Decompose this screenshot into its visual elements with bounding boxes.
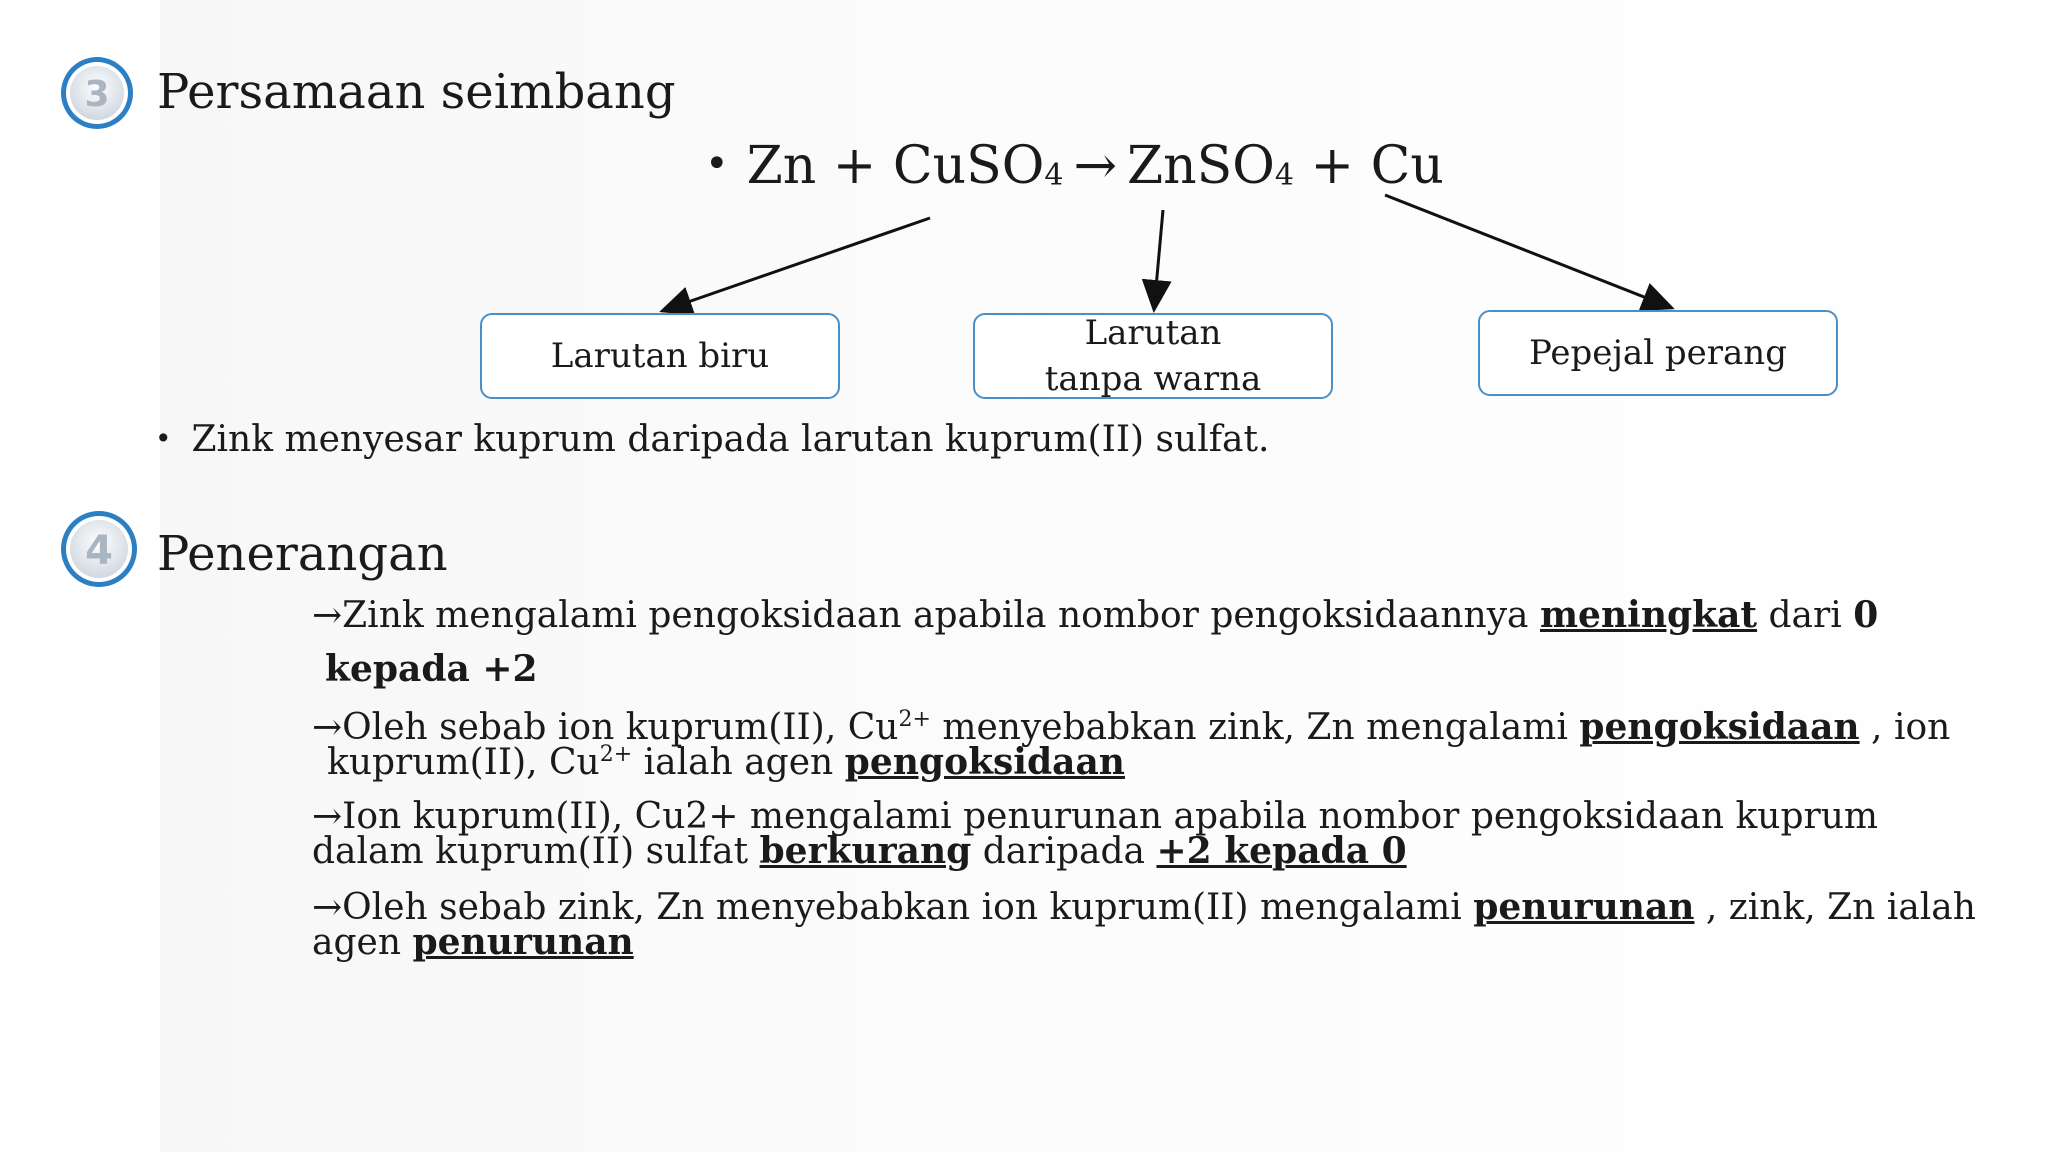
arrow-to-colourless-solution [1154, 210, 1163, 310]
explanation-reducing-agent: →Oleh sebab zink, Zn menyebabkan ion kuprum(II) mengalami penurunan , zink, Zn ialah agen penurunan [312, 886, 1976, 963]
explanation-oxidation-increase: →Zink mengalami pengoksidaan apabila nombor pengoksidaannya meningkat dari 0 [312, 594, 1879, 636]
arrow-to-brown-solid [1385, 195, 1672, 308]
svg-text:3: 3 [84, 74, 110, 115]
displacement-note: • Zink menyesar kuprum daripada larutan kuprum(II) sulfat. [155, 419, 1270, 460]
explanation-oxidation-increase-line2: kepada +2 [325, 648, 538, 690]
box-larutan-biru: Larutan biru [480, 313, 840, 399]
explanation-oxidising-agent: →Oleh sebab ion kuprum(II), $Cu^{2+}$ menyebabkan zink, Zn mengalami pengoksidaan , ion kuprum(II), $Cu^{2+}$ ialah agen pengoksidaan [312, 706, 1951, 783]
section-4-title: Penerangan [157, 526, 448, 582]
chemical-equation: • Zn + CuSO$_4$ → ZnSO$_4$ + Cu [705, 136, 1444, 196]
number-4-badge-icon [58, 508, 140, 590]
svg-text:4: 4 [85, 528, 113, 574]
section-3-title: Persamaan seimbang [157, 64, 676, 120]
explanation-reduction-decrease: →Ion kuprum(II), Cu2+ mengalami penurunan apabila nombor pengoksidaan kuprum dalam kuprum(II) sulfat berkurang daripada +2 kepada 0 [312, 796, 1879, 872]
arrow-to-blue-solution [662, 218, 930, 311]
box-larutan-tanpa-warna: Larutan tanpa warna [973, 313, 1333, 399]
box-pepejal-perang: Pepejal perang [1478, 310, 1838, 396]
